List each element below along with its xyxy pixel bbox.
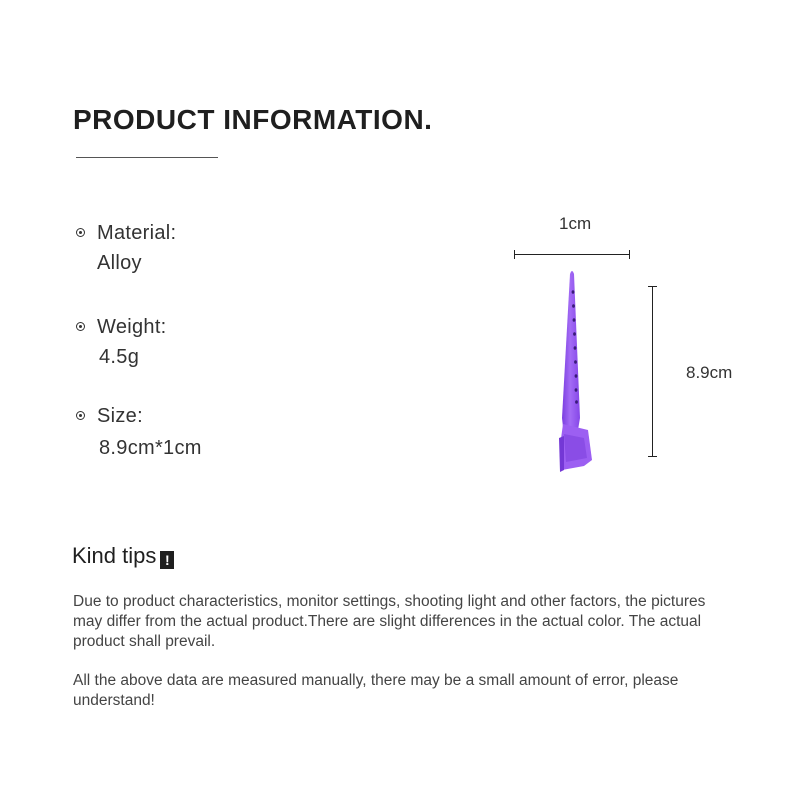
tips-paragraph: Due to product characteristics, monitor settings, shooting light and other factors, the pictures may differ from the actual product.There are slight differences in the actual color. The actual product shall prevail.	[73, 593, 706, 650]
tips-heading	[72, 543, 174, 569]
exclamation-icon: !	[160, 551, 174, 569]
hair-clip-image	[554, 268, 600, 474]
bullet-icon	[76, 322, 85, 331]
bullet-icon	[76, 411, 85, 420]
width-dimension-line	[514, 254, 630, 255]
page-title: PRODUCT INFORMATION.	[73, 104, 433, 135]
spec-value: 4.5g	[99, 346, 140, 368]
width-dimension-label: 1cm	[559, 214, 592, 233]
spec-value: Alloy	[97, 252, 142, 274]
spec-label: Material:	[97, 222, 177, 244]
spec-label: Size:	[97, 405, 143, 427]
tips-paragraph: All the above data are measured manually, there may be a small amount of error, please understand!	[73, 672, 679, 709]
height-dimension-line	[652, 286, 653, 457]
spec-value: 8.9cm*1cm	[99, 437, 202, 459]
height-dimension-label: 8.9cm	[686, 363, 733, 382]
spec-label: Weight:	[97, 316, 167, 338]
bullet-icon	[76, 228, 85, 237]
tips-heading-text: Kind tips	[72, 543, 157, 568]
title-underline	[76, 157, 218, 158]
